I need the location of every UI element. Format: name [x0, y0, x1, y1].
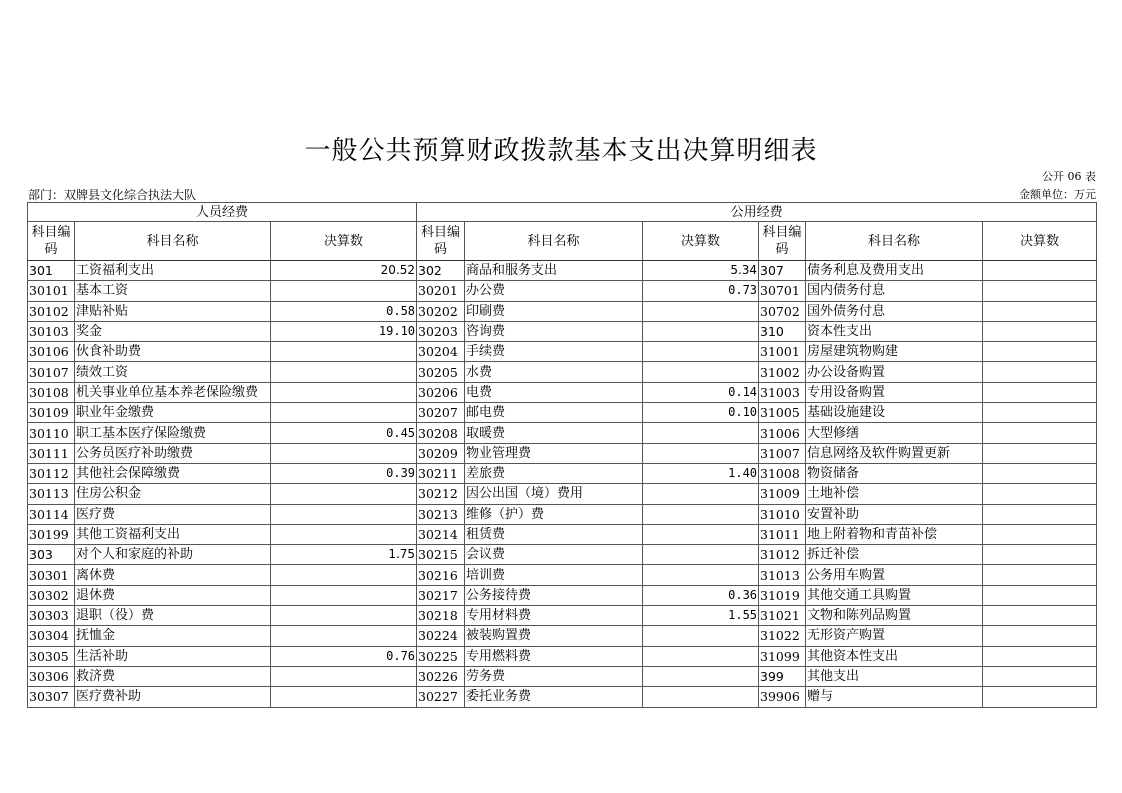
amount-cell	[643, 687, 759, 707]
amount-cell	[983, 342, 1097, 362]
table-row	[28, 666, 1097, 686]
amount-cell: 0.45	[271, 423, 417, 443]
table-row	[28, 423, 1097, 443]
subject-name-cell: 物业管理费	[465, 443, 643, 463]
subject-code-cell: 30218	[417, 606, 465, 626]
subject-code-cell: 30206	[417, 382, 465, 402]
subject-code-cell: 30101	[28, 281, 75, 301]
subject-name-cell: 基本工资	[75, 281, 271, 301]
table-row	[28, 463, 1097, 483]
subject-name-cell: 职业年金缴费	[75, 403, 271, 423]
subject-name-cell: 债务利息及费用支出	[806, 261, 983, 281]
amount-cell	[983, 626, 1097, 646]
amount-cell	[983, 484, 1097, 504]
amount-cell	[983, 666, 1097, 686]
table-body	[28, 261, 1097, 708]
subject-name-cell: 专用材料费	[465, 606, 643, 626]
subject-name-cell: 奖金	[75, 321, 271, 341]
subject-name-cell: 无形资产购置	[806, 626, 983, 646]
subject-name-cell: 其他支出	[806, 666, 983, 686]
amount-cell	[983, 382, 1097, 402]
amount-cell	[983, 463, 1097, 483]
amount-cell	[983, 565, 1097, 585]
amount-header: 决算数	[983, 222, 1097, 261]
subject-name-cell: 其他交通工具购置	[806, 585, 983, 605]
subject-name-cell: 办公设备购置	[806, 362, 983, 382]
subject-name-cell: 租赁费	[465, 524, 643, 544]
subject-code-cell: 30305	[28, 646, 75, 666]
subject-code-cell: 30701	[759, 281, 806, 301]
subject-code-cell: 30216	[417, 565, 465, 585]
subject-code-cell: 31002	[759, 362, 806, 382]
subject-code-cell: 30208	[417, 423, 465, 443]
amount-cell: 20.52	[271, 261, 417, 281]
amount-cell: 0.36	[643, 585, 759, 605]
amount-cell	[643, 321, 759, 341]
subject-code-cell: 31001	[759, 342, 806, 362]
subject-code-cell: 301	[28, 261, 75, 281]
subject-name-cell: 赠与	[806, 687, 983, 707]
amount-cell	[643, 342, 759, 362]
subject-code-cell: 30225	[417, 646, 465, 666]
amount-cell: 19.10	[271, 321, 417, 341]
subject-name-cell: 劳务费	[465, 666, 643, 686]
page-title: 一般公共预算财政拨款基本支出决算明细表	[304, 136, 818, 166]
amount-cell	[271, 342, 417, 362]
amount-cell	[983, 261, 1097, 281]
subject-code-cell: 30207	[417, 403, 465, 423]
amount-cell	[271, 362, 417, 382]
subject-name-cell: 其他社会保障缴费	[75, 463, 271, 483]
subject-name-cell: 其他工资福利支出	[75, 524, 271, 544]
subject-code-cell: 30108	[28, 382, 75, 402]
subject-code-cell: 30702	[759, 301, 806, 321]
table-row	[28, 362, 1097, 382]
amount-cell	[271, 666, 417, 686]
subject-name-cell: 被装购置费	[465, 626, 643, 646]
subject-code-cell: 39906	[759, 687, 806, 707]
table-row	[28, 443, 1097, 463]
subject-name-cell: 公务用车购置	[806, 565, 983, 585]
subject-code-cell: 30103	[28, 321, 75, 341]
subject-code-cell: 30302	[28, 585, 75, 605]
table-row	[28, 687, 1097, 707]
subject-name-cell: 差旅费	[465, 463, 643, 483]
subject-code-cell: 30203	[417, 321, 465, 341]
amount-cell	[271, 687, 417, 707]
subject-name-cell: 信息网络及软件购置更新	[806, 443, 983, 463]
subject-name-cell: 会议费	[465, 545, 643, 565]
amount-cell: 0.76	[271, 646, 417, 666]
subject-name-cell: 手续费	[465, 342, 643, 362]
subject-name-cell: 救济费	[75, 666, 271, 686]
table-row	[28, 484, 1097, 504]
amount-cell	[643, 626, 759, 646]
expenditure-table	[27, 202, 1097, 708]
subject-code-cell: 31011	[759, 524, 806, 544]
amount-header: 决算数	[643, 222, 759, 261]
subject-name-cell: 专用燃料费	[465, 646, 643, 666]
subject-code-cell: 30215	[417, 545, 465, 565]
subject-name-cell: 房屋建筑物购建	[806, 342, 983, 362]
amount-cell	[983, 524, 1097, 544]
subject-name-cell: 商品和服务支出	[465, 261, 643, 281]
subject-code-cell: 31099	[759, 646, 806, 666]
subject-name-cell: 维修（护）费	[465, 504, 643, 524]
subject-code-cell: 30224	[417, 626, 465, 646]
amount-cell	[983, 301, 1097, 321]
subject-name-cell: 水费	[465, 362, 643, 382]
subject-code-cell: 31022	[759, 626, 806, 646]
name-header: 科目名称	[806, 222, 983, 261]
amount-cell	[643, 646, 759, 666]
subject-name-cell: 其他资本性支出	[806, 646, 983, 666]
subject-name-cell: 基础设施建设	[806, 403, 983, 423]
amount-cell	[643, 484, 759, 504]
subject-name-cell: 生活补助	[75, 646, 271, 666]
subject-code-cell: 30111	[28, 443, 75, 463]
subject-code-cell: 30227	[417, 687, 465, 707]
amount-cell: 1.75	[271, 545, 417, 565]
amount-cell	[271, 504, 417, 524]
subject-name-cell: 培训费	[465, 565, 643, 585]
subject-name-cell: 资本性支出	[806, 321, 983, 341]
subject-code-cell: 30114	[28, 504, 75, 524]
subject-name-cell: 专用设备购置	[806, 382, 983, 402]
amount-cell	[983, 545, 1097, 565]
amount-cell	[983, 606, 1097, 626]
table-row	[28, 524, 1097, 544]
subject-name-cell: 土地补偿	[806, 484, 983, 504]
amount-cell	[983, 423, 1097, 443]
subject-code-cell: 31010	[759, 504, 806, 524]
amount-cell	[271, 443, 417, 463]
subject-code-cell: 31008	[759, 463, 806, 483]
table-row	[28, 281, 1097, 301]
amount-cell: 0.73	[643, 281, 759, 301]
amount-cell	[983, 687, 1097, 707]
subject-code-cell: 30211	[417, 463, 465, 483]
subject-code-cell: 30303	[28, 606, 75, 626]
subject-code-cell: 30201	[417, 281, 465, 301]
subject-name-cell: 取暖费	[465, 423, 643, 443]
code-header: 科目编码	[759, 222, 806, 261]
amount-cell	[271, 626, 417, 646]
table-row	[28, 646, 1097, 666]
subject-code-cell: 30204	[417, 342, 465, 362]
subject-name-cell: 医疗费补助	[75, 687, 271, 707]
subject-name-cell: 伙食补助费	[75, 342, 271, 362]
subject-code-cell: 31013	[759, 565, 806, 585]
name-header: 科目名称	[75, 222, 271, 261]
table-row	[28, 585, 1097, 605]
table-row	[28, 606, 1097, 626]
subject-code-cell: 31012	[759, 545, 806, 565]
subject-name-cell: 因公出国（境）费用	[465, 484, 643, 504]
amount-cell	[983, 646, 1097, 666]
amount-cell	[271, 585, 417, 605]
amount-cell	[643, 423, 759, 443]
subject-code-cell: 30306	[28, 666, 75, 686]
subject-name-cell: 津贴补贴	[75, 301, 271, 321]
subject-name-cell: 地上附着物和青苗补偿	[806, 524, 983, 544]
subject-name-cell: 退休费	[75, 585, 271, 605]
subject-name-cell: 印刷费	[465, 301, 643, 321]
name-header: 科目名称	[465, 222, 643, 261]
subject-name-cell: 邮电费	[465, 403, 643, 423]
table-row	[28, 545, 1097, 565]
department-label: 部门：双牌县文化综合执法大队	[28, 188, 197, 202]
table-row	[28, 626, 1097, 646]
subject-name-cell: 住房公积金	[75, 484, 271, 504]
personnel-group-header: 人员经费	[28, 203, 417, 222]
subject-name-cell: 大型修缮	[806, 423, 983, 443]
subject-name-cell: 拆迁补偿	[806, 545, 983, 565]
subject-code-cell: 307	[759, 261, 806, 281]
subject-code-cell: 31019	[759, 585, 806, 605]
subject-code-cell: 30307	[28, 687, 75, 707]
amount-cell	[983, 362, 1097, 382]
subject-name-cell: 抚恤金	[75, 626, 271, 646]
amount-cell	[271, 565, 417, 585]
subject-code-cell: 30107	[28, 362, 75, 382]
table-row	[28, 403, 1097, 423]
amount-cell	[643, 666, 759, 686]
amount-cell: 0.10	[643, 403, 759, 423]
subject-code-cell: 31006	[759, 423, 806, 443]
subject-code-cell: 31009	[759, 484, 806, 504]
subject-name-cell: 办公费	[465, 281, 643, 301]
subject-name-cell: 文物和陈列品购置	[806, 606, 983, 626]
table-row	[28, 261, 1097, 281]
table-row	[28, 565, 1097, 585]
subject-code-cell: 30205	[417, 362, 465, 382]
amount-header: 决算数	[271, 222, 417, 261]
public-group-header: 公用经费	[417, 203, 1097, 222]
subject-code-cell: 30212	[417, 484, 465, 504]
subject-name-cell: 咨询费	[465, 321, 643, 341]
amount-cell	[983, 443, 1097, 463]
amount-cell	[983, 504, 1097, 524]
subject-code-cell: 30110	[28, 423, 75, 443]
amount-cell	[271, 606, 417, 626]
subject-name-cell: 离休费	[75, 565, 271, 585]
subject-code-cell: 31003	[759, 382, 806, 402]
subject-code-cell: 310	[759, 321, 806, 341]
amount-cell	[983, 403, 1097, 423]
subject-name-cell: 公务接待费	[465, 585, 643, 605]
amount-cell	[643, 524, 759, 544]
subject-code-cell: 30202	[417, 301, 465, 321]
table-row	[28, 321, 1097, 341]
amount-cell	[643, 545, 759, 565]
subject-code-cell: 30109	[28, 403, 75, 423]
amount-unit-label: 金额单位：万元	[1019, 188, 1096, 201]
subject-name-cell: 医疗费	[75, 504, 271, 524]
subject-name-cell: 机关事业单位基本养老保险缴费	[75, 382, 271, 402]
table-row	[28, 382, 1097, 402]
amount-cell	[271, 403, 417, 423]
amount-cell: 0.14	[643, 382, 759, 402]
code-header: 科目编码	[417, 222, 465, 261]
amount-cell	[643, 504, 759, 524]
subject-code-cell: 30106	[28, 342, 75, 362]
subject-name-cell: 物资储备	[806, 463, 983, 483]
subject-name-cell: 工资福利支出	[75, 261, 271, 281]
subject-code-cell: 31005	[759, 403, 806, 423]
subject-name-cell: 国内债务付息	[806, 281, 983, 301]
amount-cell: 1.40	[643, 463, 759, 483]
subject-code-cell: 30301	[28, 565, 75, 585]
table-row	[28, 342, 1097, 362]
subject-code-cell: 30304	[28, 626, 75, 646]
subject-code-cell: 303	[28, 545, 75, 565]
subject-code-cell: 30226	[417, 666, 465, 686]
amount-cell	[643, 443, 759, 463]
subject-code-cell: 31007	[759, 443, 806, 463]
subject-name-cell: 安置补助	[806, 504, 983, 524]
subject-name-cell: 绩效工资	[75, 362, 271, 382]
amount-cell: 0.58	[271, 301, 417, 321]
subject-name-cell: 委托业务费	[465, 687, 643, 707]
amount-cell: 5.34	[643, 261, 759, 281]
subject-code-cell: 30112	[28, 463, 75, 483]
table-row	[28, 301, 1097, 321]
subject-name-cell: 对个人和家庭的补助	[75, 545, 271, 565]
subject-code-cell: 30209	[417, 443, 465, 463]
amount-cell	[271, 524, 417, 544]
subject-code-cell: 30214	[417, 524, 465, 544]
amount-cell	[983, 585, 1097, 605]
subject-name-cell: 电费	[465, 382, 643, 402]
amount-cell	[271, 484, 417, 504]
amount-cell	[643, 362, 759, 382]
subject-code-cell: 30217	[417, 585, 465, 605]
subject-name-cell: 国外债务付息	[806, 301, 983, 321]
subject-code-cell: 30102	[28, 301, 75, 321]
subject-code-cell: 30113	[28, 484, 75, 504]
subject-code-cell: 399	[759, 666, 806, 686]
amount-cell	[983, 281, 1097, 301]
form-number: 公开 06 表	[1042, 170, 1096, 183]
amount-cell	[643, 301, 759, 321]
subject-code-cell: 30213	[417, 504, 465, 524]
amount-cell: 1.55	[643, 606, 759, 626]
subject-name-cell: 职工基本医疗保险缴费	[75, 423, 271, 443]
subject-name-cell: 公务员医疗补助缴费	[75, 443, 271, 463]
amount-cell: 0.39	[271, 463, 417, 483]
subject-code-cell: 31021	[759, 606, 806, 626]
subject-code-cell: 30199	[28, 524, 75, 544]
amount-cell	[983, 321, 1097, 341]
amount-cell	[271, 281, 417, 301]
amount-cell	[271, 382, 417, 402]
subject-code-cell: 302	[417, 261, 465, 281]
table-row	[28, 504, 1097, 524]
code-header: 科目编码	[28, 222, 75, 261]
subject-name-cell: 退职（役）费	[75, 606, 271, 626]
amount-cell	[643, 565, 759, 585]
